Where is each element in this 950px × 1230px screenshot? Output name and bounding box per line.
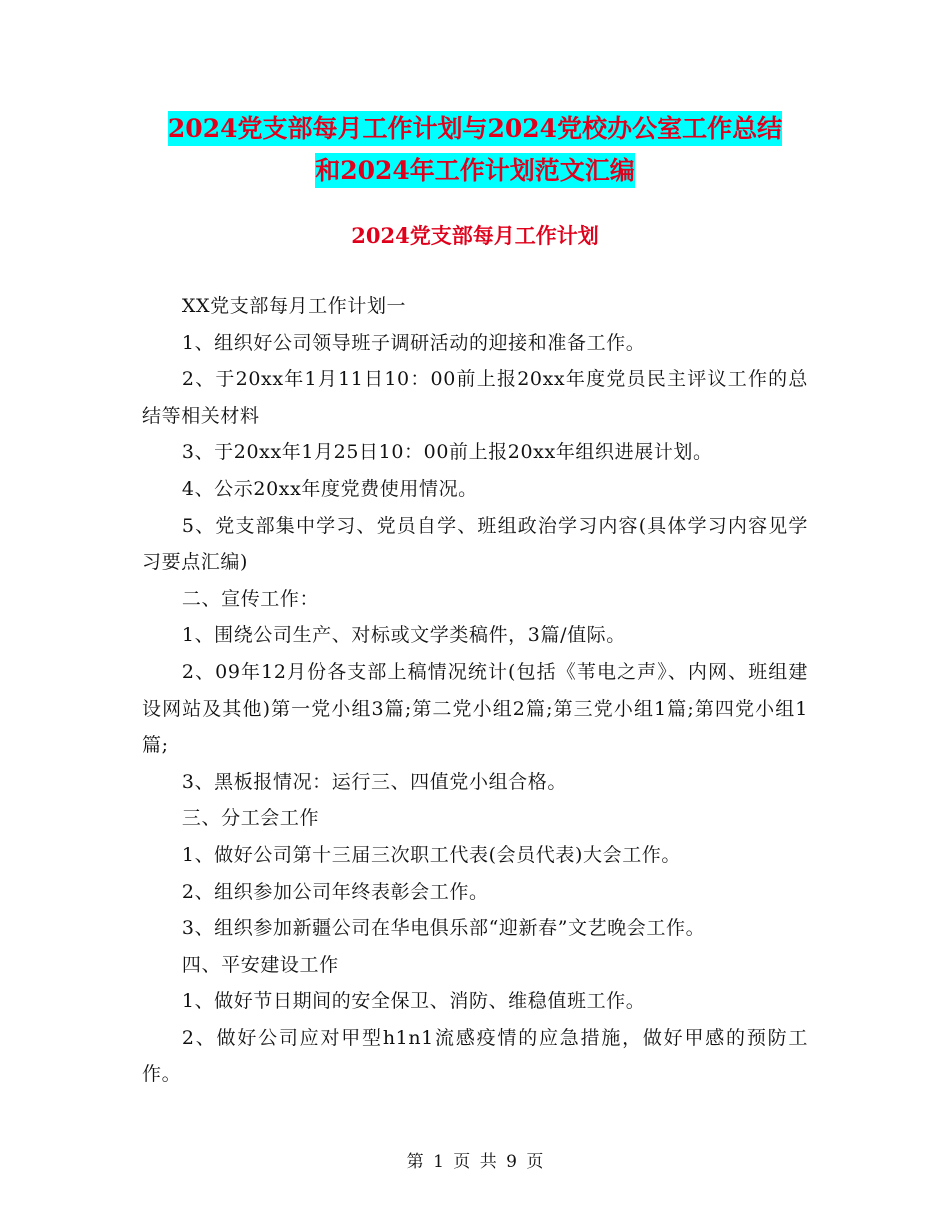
paragraph-item: 5、党支部集中学习、党员自学、班组政治学习内容(具体学习内容见学习要点汇编) <box>142 514 808 574</box>
section-heading: 2024党支部每月工作计划 <box>351 223 599 248</box>
paragraph-item: 4、公示20xx年度党费使用情况。 <box>181 477 478 500</box>
document-title-line-2: 和2024年工作计划范文汇编 <box>315 153 635 188</box>
paragraph-item: 2、做好公司应对甲型h1n1流感疫情的应急措施，做好甲感的预防工作。 <box>142 1026 808 1086</box>
paragraph-item: 2、组织参加公司年终表彰会工作。 <box>181 880 489 903</box>
paragraph-section-heading: 四、平安建设工作 <box>181 953 339 976</box>
paragraph-section-heading: 二、宣传工作： <box>181 587 320 610</box>
paragraph-item: 2、09年12月份各支部上稿情况统计(包括《苇电之声》、内网、班组建设网站及其他)第一党小组3篇;第二党小组2篇;第三党小组1篇;第四党小组1篇; <box>142 660 808 757</box>
paragraph-item: 1、组织好公司领导班子调研活动的迎接和准备工作。 <box>181 331 646 354</box>
paragraph-item: 1、围绕公司生产、对标或文学类稿件，3篇/值际。 <box>181 624 626 647</box>
paragraph-section-heading: 三、分工会工作 <box>181 807 320 830</box>
paragraph-item: 3、组织参加新疆公司在华电俱乐部“迎新春”文艺晚会工作。 <box>181 917 706 940</box>
document-title <box>140 108 810 192</box>
paragraph-item: 1、做好公司第十三届三次职工代表(会员代表)大会工作。 <box>181 843 682 866</box>
paragraph-item: 1、做好节日期间的安全保卫、消防、维稳值班工作。 <box>181 990 646 1013</box>
paragraph-item: 2、于20xx年1月11日10：00前上报20xx年度党员民主评议工作的总结等相关材料 <box>142 368 808 427</box>
page-number-footer: 第 1 页 共 9 页 <box>406 1152 544 1172</box>
paragraph-item: 3、黑板报情况：运行三、四值党小组合格。 <box>181 770 567 793</box>
document-title-line-1: 2024党支部每月工作计划与2024党校办公室工作总结 <box>168 111 782 146</box>
paragraph-item: 3、于20xx年1月25日10：00前上报20xx年组织进展计划。 <box>181 441 713 464</box>
document-body <box>142 288 808 1093</box>
paragraph-plan-title: XX党支部每月工作计划一 <box>181 295 407 317</box>
